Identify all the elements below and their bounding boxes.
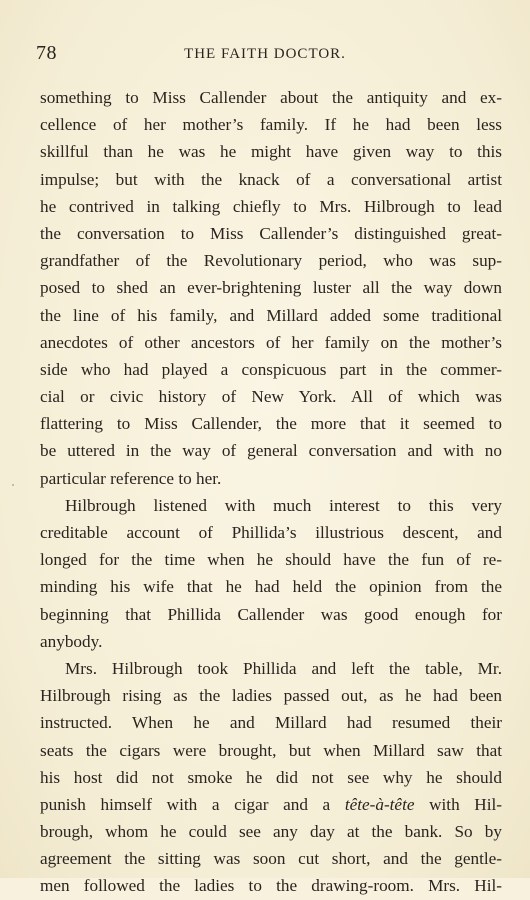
text-line: anecdotes of other ancestors of her family on the mother’s (40, 332, 502, 352)
text-line: the conversation to Miss Callender’s distinguished great- (40, 223, 502, 243)
paragraph (40, 492, 502, 655)
italic-phrase: tête-à-tête (344, 794, 415, 814)
text-line: men followed the ladies to the drawing-room. Mrs. Hil- (40, 876, 502, 896)
text-line: seats the cigars were brought, but when Millard saw that (40, 740, 502, 760)
text-line: his host did not smoke he did not see why he should (40, 767, 502, 787)
text-line: cial or civic history of New York. All of which was (40, 387, 502, 407)
stray-ink-mark (12, 484, 14, 486)
text-line: side who had played a conspicuous part in the commer- (40, 359, 502, 379)
paragraph (40, 655, 502, 900)
text-line: brough, whom he could see any day at the bank. So by (40, 822, 502, 842)
text-line: posed to shed an ever-brightening luster all the way down (40, 278, 502, 298)
text-line: impulse; but with the knack of a conversational artist (40, 169, 502, 189)
text-line: minding his wife that he had held the opinion from the (40, 577, 502, 597)
body-text (40, 84, 502, 900)
text-line: be uttered in the way of general conversation and with no (40, 441, 502, 461)
text-line: particular reference to her. (40, 468, 222, 488)
text-line: creditable account of Phillida’s illustrious descent, and (40, 523, 502, 542)
text-line: instructed. When he and Millard had resumed their (40, 713, 502, 733)
text-line: anybody. (40, 631, 103, 651)
text-line: agreement the sitting was soon cut short, and the gentle- (40, 849, 502, 869)
page-number: 78 (36, 42, 57, 64)
text-line: longed for the time when he should have the fun of re- (40, 550, 502, 570)
text-line: the line of his family, and Millard added some traditional (40, 305, 502, 325)
text-line: beginning that Phillida Callender was good enough for (40, 604, 502, 624)
text-line: Hilbrough listened with much interest to this very (65, 495, 502, 515)
text-line: grandfather of the Revolutionary period, who was sup- (40, 251, 502, 271)
text-line: flattering to Miss Callender, the more that it seemed to (40, 414, 502, 434)
paragraph (40, 84, 502, 492)
text-line: Mrs. Hilbrough took Phillida and left the table, Mr. (65, 658, 502, 678)
page-header (36, 40, 494, 66)
running-title: THE FAITH DOCTOR. (184, 46, 346, 62)
text-line: punish himself with a cigar and a tête-à-tête with Hil- (40, 794, 502, 814)
text-line: cellence of her mother’s family. If he had been less (40, 115, 502, 135)
text-line: something to Miss Callender about the antiquity and ex- (40, 88, 502, 107)
text-line: he contrived in talking chiefly to Mrs. Hilbrough to lead (40, 196, 502, 216)
text-line: skillful than he was he might have given way to this (40, 142, 502, 162)
text-line: Hilbrough rising as the ladies passed out, as he had been (40, 686, 502, 706)
